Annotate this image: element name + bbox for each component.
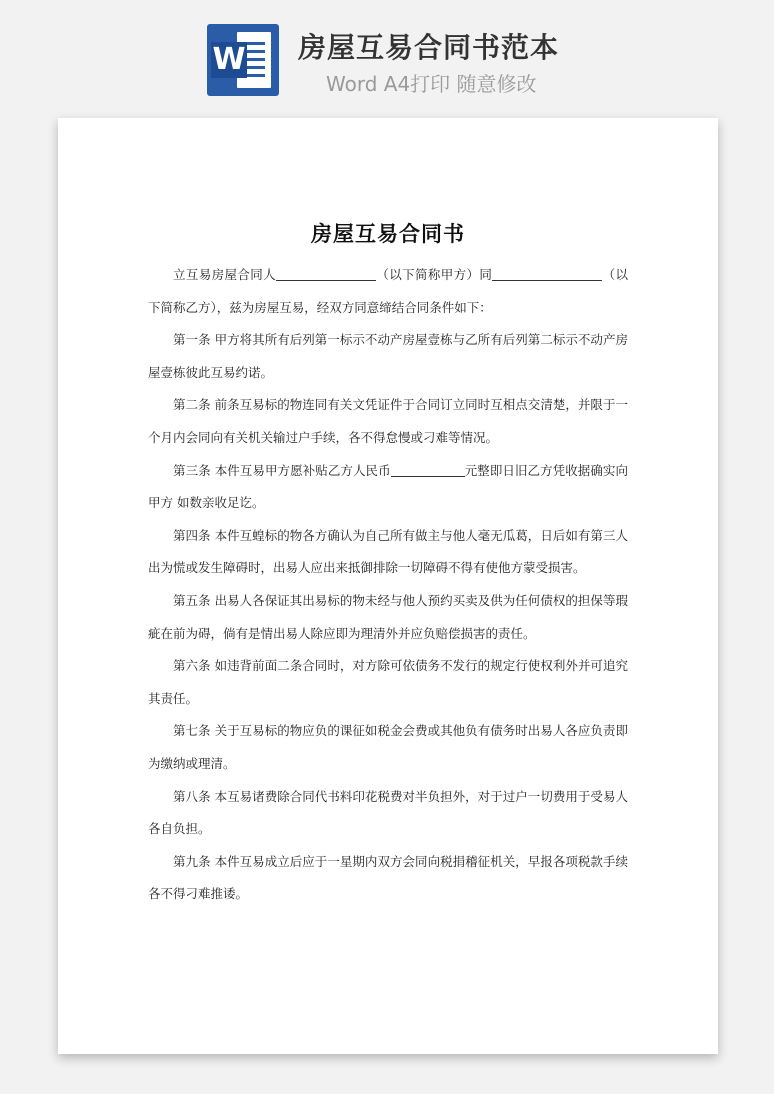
article-9: 第九条 本件互易成立后应于一星期内双方会同向税捐稽征机关，早报各项税款手续各不得刁难推诿。 <box>148 853 628 902</box>
word-icon-letter: W <box>212 42 246 77</box>
document-body <box>148 259 628 911</box>
article-2: 第二条 前条互易标的物连同有关文凭证件于合同订立同时互相点交清楚，并限于一个月内会同向有关机关输过户手续，各不得怠慢或刁难等情况。 <box>148 397 628 445</box>
article-8: 第八条 本互易诸费除合同代书料印花税费对半负担外，对于过户一切费用于受易人各自负担。 <box>148 788 628 837</box>
word-icon <box>207 24 279 96</box>
intro-text-2: （以下简称甲方）同 <box>375 267 493 282</box>
party-a-blank <box>276 266 376 281</box>
header <box>0 0 774 112</box>
document-page <box>58 118 718 1054</box>
page-subtitle: Word A4打印 随意修改 <box>326 72 537 96</box>
party-b-blank <box>492 266 602 281</box>
page-title: 房屋互易合同书范本 <box>298 31 560 64</box>
article-4: 第四条 本件互蝗标的物各方确认为自己所有做主与他人毫无瓜葛，日后如有第三人出为慌或发生障碍时，出易人应出来抵御排除一切障碍不得有使他方蒙受损害。 <box>148 527 628 576</box>
amount-blank <box>391 462 465 477</box>
article-6: 第六条 如违背前面二条合同时，对方除可依债务不发行的规定行使权利外并可追究其责任。 <box>148 658 628 706</box>
article-7: 第七条 关于互易标的物应负的课征如税金会费或其他负有债务时出易人各应负责即为缴纳或理清。 <box>148 723 628 771</box>
article-5: 第五条 出易人各保证其出易标的物未经与他人预约买卖及供为任何债权的担保等瑕疵在前为碍，倘有是情出易人除应即为理清外并应负赔偿损害的责任。 <box>148 592 628 641</box>
intro-text-3: （以下简称乙方），兹为房屋互易，经双方同意缔结合同条件如下： <box>148 267 628 315</box>
article-3 <box>148 455 628 520</box>
article-3-text-2: 元整即日旧乙方凭收据确实向甲方 如数亲收足讫。 <box>148 462 628 511</box>
intro-paragraph <box>148 259 628 324</box>
intro-text-1: 立互易房屋合同人 <box>173 267 276 282</box>
document-title: 房屋互易合同书 <box>311 222 465 246</box>
article-1: 第一条 甲方将其所有后列第一标示不动产房屋壹栋与乙所有后列第二标示不动产房屋壹栋彼此互易约诺。 <box>148 332 628 380</box>
article-3-text-1: 第三条 本件互易甲方愿补贴乙方人民币 <box>173 462 391 478</box>
